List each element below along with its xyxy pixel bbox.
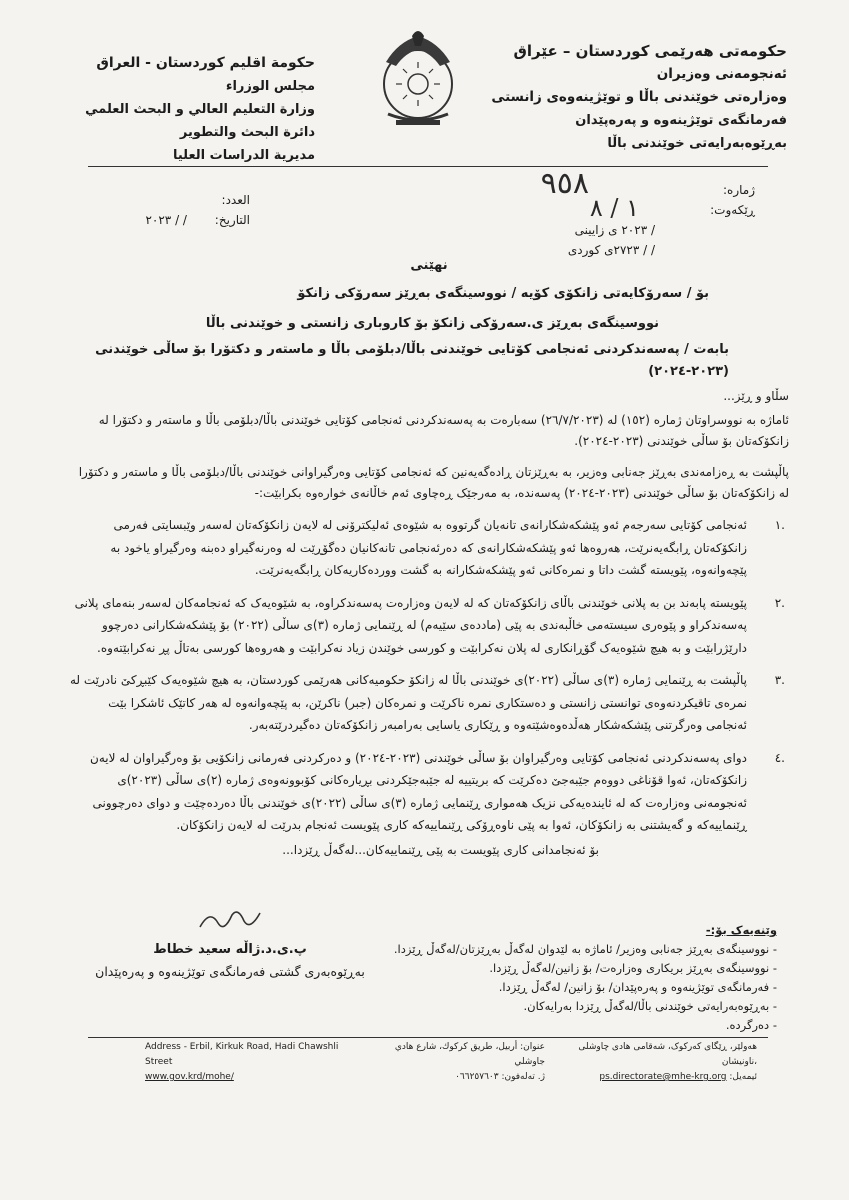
list-item: [69, 592, 789, 660]
header-kurdish-line: ئەنجومەنی وەزیران: [656, 66, 787, 82]
list-item-text: دوای پەسەندكردنی ئەنجامی كۆتایی وەرگیراوان بۆ ساڵی خوێندنی (٢٠٢٣-٢٠٢٤) و دەركردنی فەرمانی زانكۆیی بۆ وەرگیراوان لە لایەن زانكۆكەتان، ئەوا قۆناغی دووەم جێبەجێ دەكرێت كە بریتییە لە جێبەجێكردنی بڕیارەكانی كۆبوونەوەی ژمارە (٢)ی ساڵی (٢٠٢٣)ی ئەنجومەنی وەزارەت كە لە ئایندەیەكی نزیک هەمواری ڕێنمایی ژمارە (٣)ی ساڵی (٢٠٢٢)ی خوێندنی باڵا دەردەچێت و دوای دەرچوونی ڕێنماییەكە و گەیشتنی بە زانكۆكان، ئەوا بە پێی ناوەڕۆكی ڕێنماییەكە كاری پێویست ئەنجام بدرێت لە لایەن زانكۆكان.: [90, 750, 747, 832]
header-kurdish-line: فەرمانگەی توێژینەوە و پەرەپێدان: [575, 113, 787, 128]
footer-website-link[interactable]: www.gov.krd/mohe/: [145, 1072, 234, 1082]
addressee-line-2: نووسینگەی بەڕێز ی.سەرۆكی زانكۆ بۆ كاروباری زانستی و خوێندنی باڵا: [205, 316, 659, 331]
list-item-number: .٤: [774, 750, 785, 765]
header-arabic-line: مديرية الدراسات العليا: [172, 148, 315, 163]
kurdistan-emblem-icon: [368, 22, 468, 132]
header-kurdish-line: وەزارەتی خوێندنی باڵا و توێژینەوەی زانستی: [491, 89, 787, 105]
paragraph-2: پاڵپشت بە ڕەزامەندی بەڕێز جەنابی وەزیر، بە بەڕێزتان ڕادەگەیەنین كە ئەنجامی كۆتایی وەرگیراوانی خوێندنی باڵا/دبلۆمی باڵا و ماستەر و دكتۆرا لە زانكۆكەتان بۆ ساڵی خوێندنی (٢٠٢٣-٢٠٢٤) پەسەندە، بە مەرجێک ڕەچاوی ئەم خاڵانەی خوارەوە بكرابێت:-: [78, 465, 789, 500]
header-kurdish-line: بەڕێوەبەرایەتی خوێندنی باڵا: [607, 136, 787, 151]
gregorian-date: / ٢٠٢٣ ی زایینی: [574, 223, 655, 237]
letter-body: [69, 258, 789, 861]
footer-email-label: ئیمەیل:: [729, 1072, 757, 1082]
footer-arabic: [385, 1040, 545, 1085]
date-label: ڕێکەوت:: [710, 203, 755, 217]
copy-item: - فەرمانگەی توێژینەوە و پەرەپێدان/ بۆ زانین/ لەگەڵ ڕێزدا.: [498, 980, 777, 994]
number-label: ژمارە:: [722, 183, 755, 197]
signatory-title: بەڕێوەبەری گشتی فەرمانگەی توێژینەوە و پەرەپێدان: [95, 964, 365, 979]
header-arabic-line: دائرة البحث والتطوير: [179, 125, 315, 140]
header-divider: [88, 166, 768, 167]
list-item: [69, 514, 789, 582]
ar-number-label: العدد:: [221, 193, 250, 207]
list-item: [69, 747, 789, 837]
footer-kurdish: [567, 1040, 757, 1085]
list-item: [69, 669, 789, 737]
header-arabic-line: مجلس الوزراء: [225, 79, 315, 94]
footer-divider: [88, 1037, 768, 1038]
footer-phone: ژ. تەلەفون: ٠٦٦٢٥٧٦٠٣: [455, 1072, 545, 1082]
signature-block: [70, 905, 390, 983]
footer-address-ar: عنوان: أربيل، طريق كركوك، شارع هادي جاوشلي: [394, 1042, 545, 1067]
signature-scribble-icon: [190, 905, 270, 935]
reference-arabic: [90, 190, 250, 230]
ar-date-row: [90, 210, 250, 230]
footer-address-ku: هەولێر، ڕێگای كەركوک، شەقامی هادی چاوشلی ،ناونیشان: [578, 1042, 757, 1067]
signatory-name: پ.ی.د.ژاڵە سعید خطاط: [153, 942, 307, 957]
footer-email-link[interactable]: ps.directorate@mhe-krg.org: [599, 1072, 727, 1082]
addressee-line: بۆ / سەرۆكایەتی زانكۆی كۆیە / نووسینگەی بەڕێز سەرۆكی زانكۆ: [297, 286, 709, 301]
list-item-text: پاڵپشت بە ڕێنمایی ژمارە (٣)ی ساڵی (٢٠٢٢)ی خوێندنی باڵا لە زانكۆ حكومیەكانی هەرێمی كوردستان، بە هیچ شێوەیەک كێبڕكێ نادرێت لە نمرەی تاقیكردنەوەی توانستی زانستی و دەستكاری نمرە ناكرێت و نمرەكان (جبر) ناكرێن، بە پێچەوانەوە لە هەر كاتێک ئاشكرا بێت ئەنجامی وەرگرتنی پێشكەشكار هەڵدەوەشێتەوە و ڕێكاری یاسایی بەرامبەر زانكۆكەتان دەگیردرێتەبەر.: [69, 673, 747, 732]
copy-item: - نووسینگەی بەڕێز جەنابی وەزیر/ ئاماژە بە لێدوان لەگەڵ بەڕێزتان/لەگەڵ ڕێزدا.: [393, 942, 777, 956]
list-item-text: پێویستە پابەند بن بە پلانی خوێندنی باڵای زانكۆكەتان كە لە لایەن وەزارەت پەسەندكراوە، بە شێوەیەک كە ئەنجامەكان لەسەر بنەمای پلانی پەسەندكراو و پێوەری سیستەمی خاڵبەندی بە پێی (ماددەی سێیەم) لە ڕێنمایی ژمارە (٣)ی ساڵی (٢٠٢٢) بۆ پێشكەشكارانی دەرچوو دارێژرابێت و بە هیچ شێوەیەک گۆڕانكاری لە پلان نەكرابێت و كورسی خوێندن زیاد نەكرابێت و هەروەها كورسی بەتاڵ پڕ نەكرابێتەوە.: [74, 595, 747, 655]
classification-heading: نهێنی: [410, 258, 448, 273]
list-item-number: .٢: [774, 595, 785, 610]
footer-address-en: Address - Erbil, Kirkuk Road, Hadi Chawshli Street: [145, 1042, 339, 1067]
header-kurdish-line: حکومەتی هەرێمی کوردستان – عێراق: [513, 42, 787, 60]
header-arabic-line: حكومة اقليم كوردستان - العراق: [96, 55, 315, 71]
ar-date-label: التاريخ:: [214, 213, 250, 227]
list-item-text: ئەنجامی كۆتایی سەرجەم ئەو پێشكەشكارانەی تانەیان گرتووە بە شێوەی ئەلیكترۆنی لە لایەن زانكۆكەتان لەسەر وێبسایتی فەرمی زانكۆكەتان ڕابگەیەنرێت، هەروەها ئەو پێشكەشكارانەی كە دەرئەنجامی تانەكانیان دەگۆڕێت لە وەرنەگیراو دەبنە وەرگیراو یاخود بە پێچەوانەوە، پێویستە گشت داتا و نمرەكانی ئەو پێشكەشكارانە بە گشت ووردەكاریەكان ڕابگەیەنرێت.: [110, 518, 747, 577]
copy-item: - نووسینگەی بەڕێز بریكاری وەزارەت/ بۆ زانین/لەگەڵ ڕێزدا.: [489, 961, 777, 975]
greeting: سڵاو و ڕێز...: [723, 389, 789, 403]
handwritten-number: ٩٥٨: [540, 166, 589, 201]
header-arabic-line: وزارة التعليم العالي و البحث العلمي: [85, 102, 315, 117]
copies-heading: وێنەیەک بۆ:-: [705, 923, 777, 937]
copy-item: - دەرگرده.: [725, 1018, 777, 1032]
list-item-number: .٣: [774, 673, 785, 687]
copies-list: [393, 920, 777, 1035]
closing-line: بۆ ئەنجامدانی كاری پێویست بە پێی ڕێنماییەكان...لەگەڵ ڕێزدا...: [282, 842, 599, 857]
footer-english: [145, 1040, 345, 1085]
header-kurdish: [457, 40, 787, 155]
paragraph-1: ئاماژە بە نووسراوتان ژمارە (١٥٢) لە (٢٦/٧/٢٠٢٣) سەبارەت بە پەسەندكردنی ئەنجامی كۆتایی خوێندنی باڵا/دبلۆمی باڵا و ماستەر و دكتۆرا لە زانكۆكەتان بۆ ساڵی خوێندنی (٢٠٢٣-٢٠٢٤).: [98, 413, 789, 448]
handwritten-date: ١ / ٨: [589, 194, 639, 222]
list-item-number: .١: [774, 518, 785, 532]
ar-date-value: / / ٢٠٢٣: [145, 213, 187, 227]
copy-item: - بەڕێوەبەرایەتی خوێندنی باڵا/لەگەڵ ڕێزدا بەرایەكان.: [523, 999, 777, 1013]
subject-line: بابەت / پەسەندكردنی ئەنجامی كۆتایی خوێندنی باڵا/دبلۆمی باڵا و ماستەر و دكتۆرا بۆ ساڵی خوێندنی (٢٠٢٣-٢٠٢٤): [95, 342, 729, 379]
kurdish-date: / / ٢٧٢٣ی كوردی: [567, 243, 655, 257]
header-arabic: [85, 52, 315, 167]
